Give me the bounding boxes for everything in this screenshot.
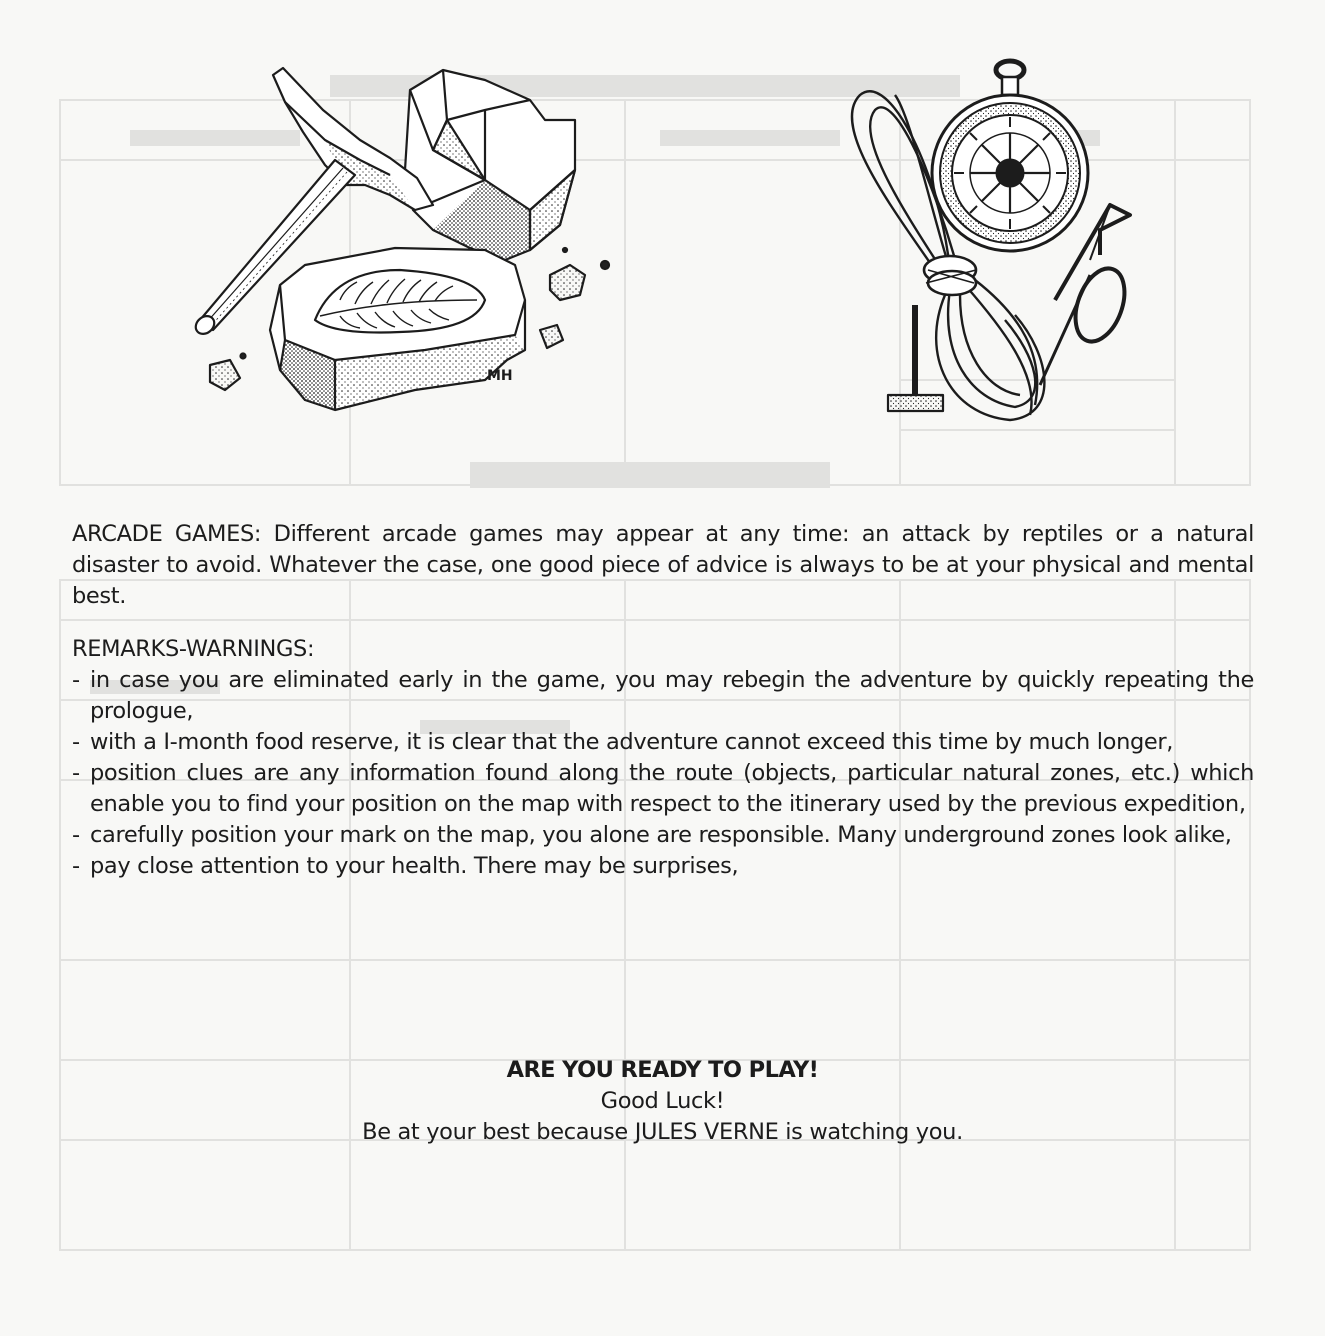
arcade-games-title: ARCADE GAMES: [72,521,262,547]
arcade-games-paragraph [72,519,1254,612]
instructions-body [72,519,1254,882]
compass-rope-illustration [800,55,1200,435]
jules-verne-text: Be at your best because JULES VERNE is watching you. [362,1119,963,1145]
hammer-fossil-illustration [185,60,625,430]
arcade-games-text: Different arcade games may appear at any time: an attack by reptiles or a natural disaster to avoid. Whatever the case, one good piece of advice is always to be at your physical and mental best. [72,521,1254,609]
artist-signature: MH [487,368,513,384]
remark-item: - carefully position your mark on the map, you alone are responsible. Many underground zones look alike, [72,820,1254,851]
remark-item: - with a I-month food reserve, it is clear that the adventure cannot exceed this time by much longer, [72,727,1254,758]
remark-item: - position clues are any information found along the route (objects, particular natural zones, etc.) which enable you to find your position on the map with respect to the itinerary used by the previous expedition, [72,758,1254,820]
remark-item: - in case you are eliminated early in the game, you may rebegin the adventure by quickly repeating the prologue, [72,665,1254,727]
remarks-warnings-list [72,665,1254,882]
good-luck-text: Good Luck! [600,1088,725,1114]
remarks-warnings-title: REMARKS-WARNINGS: [72,636,315,662]
remark-item: - pay close attention to your health. There may be surprises, [72,851,1254,882]
ready-to-play-heading: ARE YOU READY TO PLAY! [506,1057,819,1083]
closing-message [0,1055,1325,1148]
